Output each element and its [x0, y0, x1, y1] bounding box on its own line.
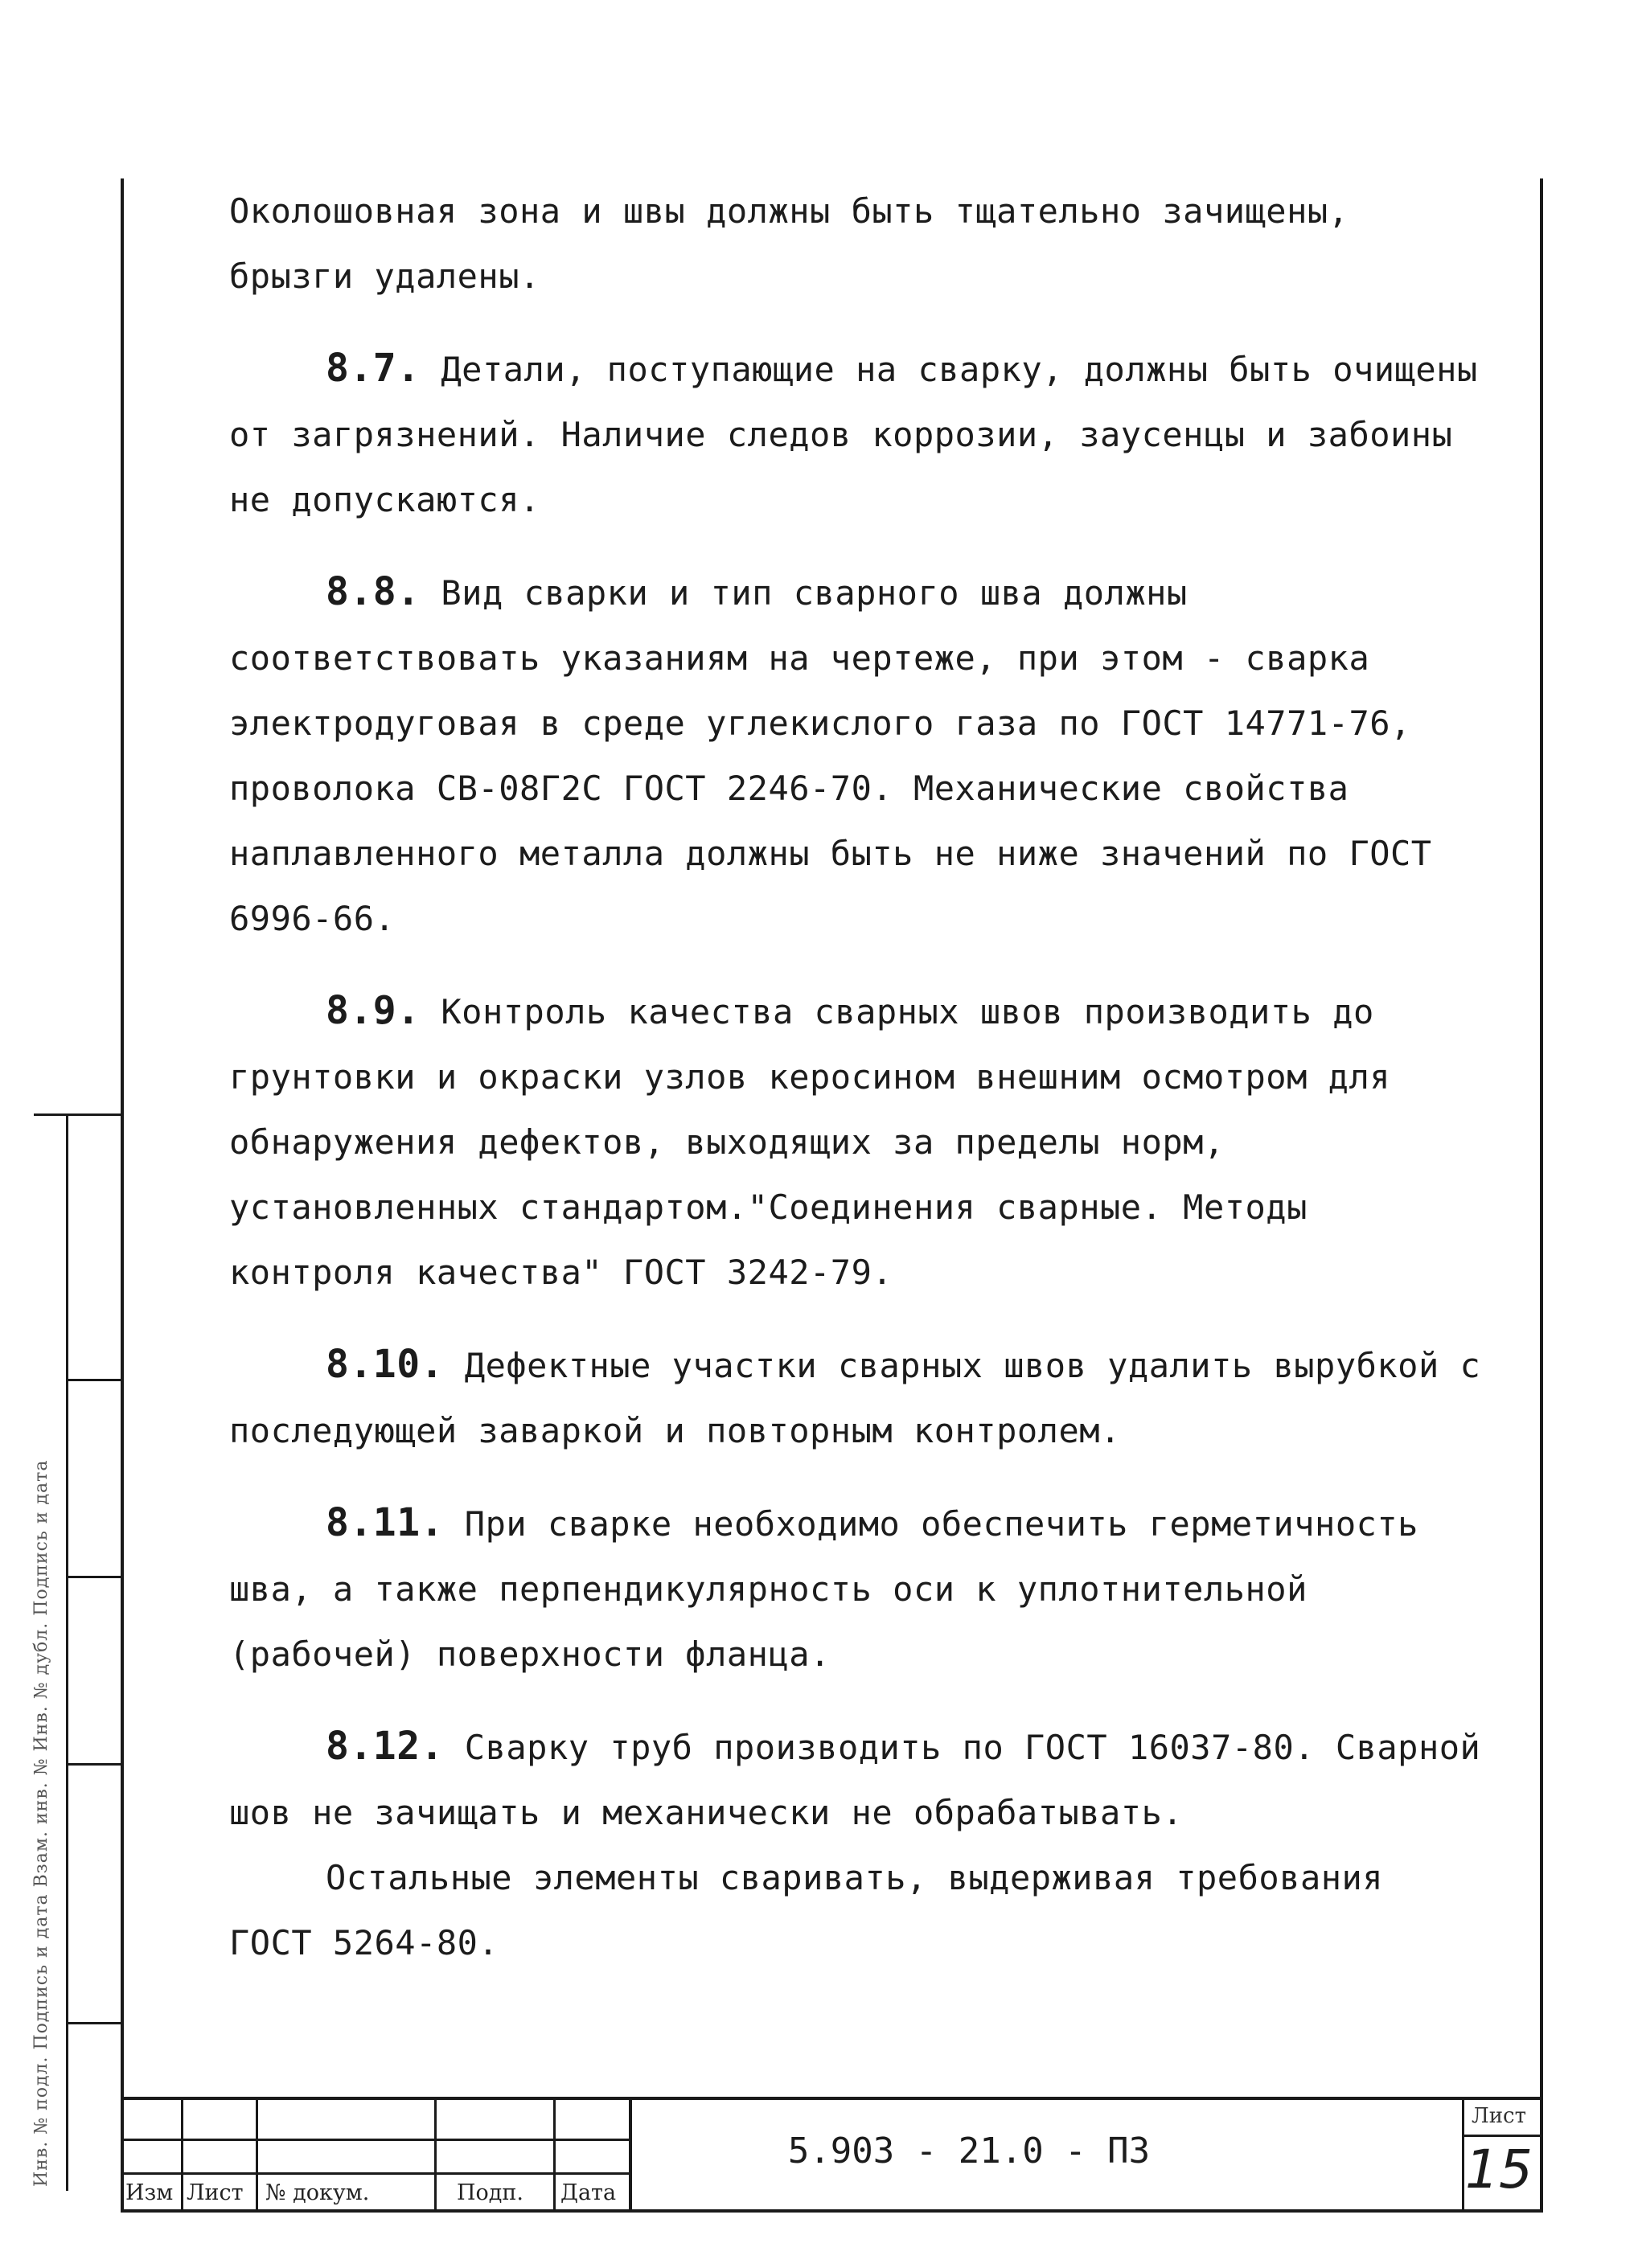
- titleblock-col-line: [553, 2097, 556, 2213]
- body-text: [229, 178, 1484, 1975]
- frame-bottom-border: [121, 2209, 1543, 2213]
- strip-inner-border: [66, 1113, 68, 2191]
- paragraph-number: 8.11.: [326, 1500, 444, 1545]
- col-sign-label: Подп.: [457, 2180, 524, 2205]
- col-izm-label: Изм: [125, 2180, 174, 2205]
- paragraph-number: 8.12.: [326, 1724, 444, 1769]
- sheet-number: 15: [1465, 2139, 1533, 2200]
- paragraph-8-9: 8.9. Контроль качества сварных швов производить до грунтовки и окраски узлов керосином внешним осмотром для обнаружения дефектов, выходящих за пределы норм, установленных стандартом."Соединения сварные. Методы контроля качества" ГОСТ 3242-79.: [229, 988, 1391, 1292]
- paragraph-8-8: 8.8. Вид сварки и тип сварного шва должны соответствовать указаниям на чертеже, при этом - сварка электродуговая в среде углекислого газа по ГОСТ 14771-76, проволока СВ-08Г2С ГОСТ 2246-70. Механические свойства наплавленного металла должны быть не ниже значений по ГОСТ 6996-66.: [229, 569, 1432, 938]
- titleblock-sheet-divider: [1462, 2135, 1543, 2137]
- strip-divider: [66, 1576, 122, 1578]
- titleblock-top-line: [121, 2097, 1543, 2100]
- paragraph-other-elements: Остальные элементы сваривать, выдерживая требования ГОСТ 5264-80.: [229, 1858, 1384, 1962]
- paragraph-number: 8.10.: [326, 1342, 444, 1387]
- paragraph-8-11: 8.11. При сварке необходимо обеспечить герметичность шва, а также перпендикулярность оси к уплотнительной (рабочей) поверхности фланца.: [229, 1500, 1418, 1674]
- paragraph-number: 8.8.: [326, 569, 421, 614]
- paragraph-number: 8.9.: [326, 988, 421, 1033]
- paragraph-8-6-continuation: Околошовная зона и швы должны быть тщательно зачищены, брызги удалены.: [229, 191, 1349, 296]
- paragraph-8-10: 8.10. Дефектные участки сварных швов удалить вырубкой с последующей заваркой и повторным контролем.: [229, 1342, 1481, 1450]
- paragraph-8-12: 8.12. Сварку труб производить по ГОСТ 16037-80. Сварной шов не зачищать и механически не обрабатывать.: [229, 1724, 1481, 1832]
- titleblock-col-line: [181, 2097, 183, 2213]
- titleblock-col-line: [629, 2097, 632, 2213]
- paragraph-number: 8.7.: [326, 346, 421, 391]
- sheet-label: Лист: [1472, 2104, 1526, 2128]
- titleblock-col-line: [434, 2097, 437, 2213]
- col-doc-label: № докум.: [265, 2180, 370, 2205]
- strip-divider: [66, 1379, 122, 1381]
- binding-strip-label: Инв. № подл. Подпись и дата Взам. инв. № Инв. № дубл. Подпись и дата: [31, 1459, 51, 2187]
- paragraph-8-7: 8.7. Детали, поступающие на сварку, должны быть очищены от загрязнений. Наличие следов коррозии, заусенцы и забоины не допускаются.: [229, 346, 1478, 519]
- col-date-label: Дата: [560, 2180, 617, 2205]
- strip-divider: [66, 1763, 122, 1766]
- document-code: 5.903 - 21.0 - ПЗ: [787, 2131, 1151, 2172]
- strip-divider: [34, 1113, 122, 1116]
- col-list-label: Лист: [187, 2180, 244, 2205]
- frame-right-border: [1540, 178, 1543, 2213]
- strip-divider: [66, 2022, 122, 2024]
- titleblock-col-line: [256, 2097, 258, 2213]
